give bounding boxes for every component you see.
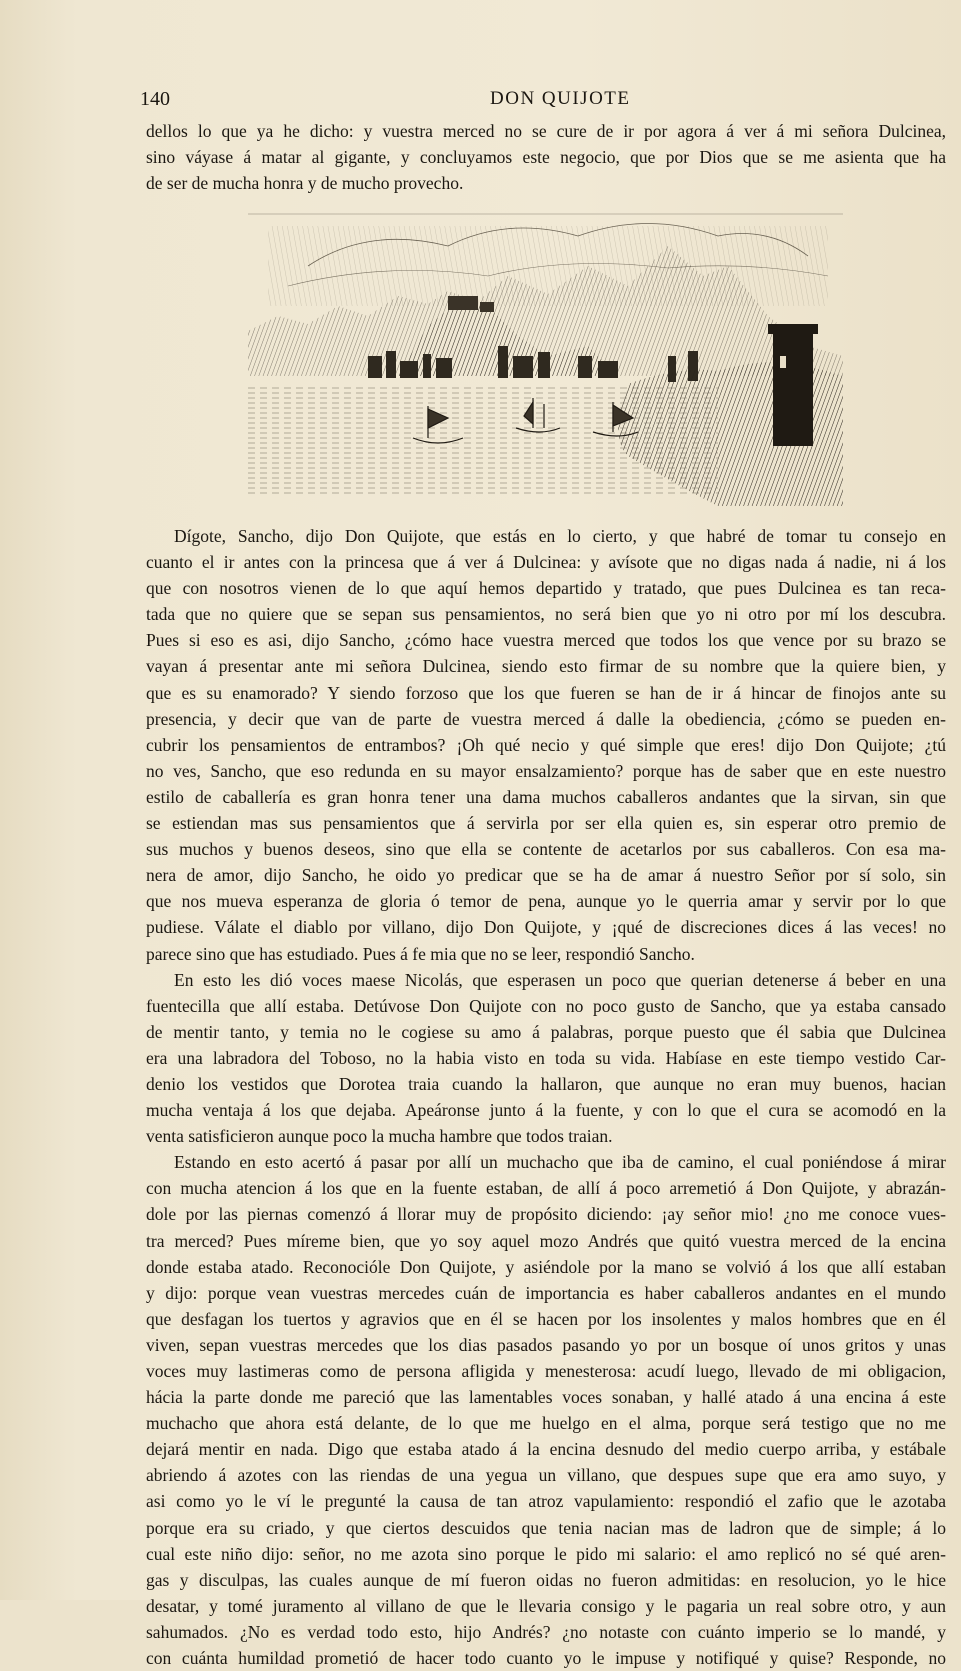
text-line: desatar, y tomé juramento al villano de que le llevaria consigo y le pagaria un real sobre otro, y aun [146, 1595, 946, 1616]
text-line: sino váyase á matar al gigante, y concluyamos este negocio, que por Dios que se me asienta que ha [146, 147, 946, 168]
text-line: asi como yo le ví le pregunté la causa de tan atroz vapulamiento: respondió el zafio que le azotaba [146, 1491, 946, 1512]
text-line: que nos mueva esperanza de gloria ó temor de pena, aunque yo le querria amar y servir por lo que [146, 891, 946, 912]
top-paragraph [146, 118, 946, 196]
text-line: En esto les dió voces maese Nicolás, que esperasen un poco que querian detenerse á beber en una [174, 969, 946, 990]
text-line: y dijo: porque vean vuestras mercedes cuán de importancia es haber caballeros andantes en el mundo [146, 1282, 946, 1303]
text-line: dole por las piernas comenzó á llorar muy de propósito diciendo: ¡ay señor mio! ¿no me conoce vues- [146, 1204, 946, 1225]
text-line: sus muchos y buenos deseos, sino que ella se contente de acetarlos por sus caballeros. Con esa ma- [146, 839, 946, 860]
running-title: DON QUIJOTE [490, 88, 631, 109]
text-line: sahumados. ¿No es verdad todo esto, hijo Andrés? ¿no notaste con cuánto imperio se lo mandé, y [146, 1621, 946, 1642]
text-line: muchacho que ahora está delante, de lo que me huelgo en el alma, porque será testigo que no me [146, 1413, 946, 1434]
main-text [146, 523, 946, 1671]
text-line: Estando en esto acertó á pasar por allí un muchacho que iba de camino, el cual poniéndose á mirar [174, 1152, 946, 1173]
harbor-town-engraving [248, 206, 843, 506]
text-line: de ser de mucha honra y de mucho provecho. [146, 173, 464, 194]
text-line: presencia, y decir que van de parte de vuestra merced á dalle la obediencia, ¿cómo se pueden en- [146, 708, 946, 729]
text-line: vayan á presentar ante mi señora Dulcinea, siendo esto firmar de su nombre que la quiere bien, y [146, 656, 946, 677]
text-line: venta satisficieron aunque poco la mucha hambre que todos traian. [146, 1126, 613, 1147]
text-line: dellos lo que ya he dicho: y vuestra merced no se cure de ir por agora á ver á mi señora Dulcinea, [146, 121, 946, 141]
page-header [140, 88, 940, 118]
text-line: con cuánta humildad prometió de hacer todo cuanto yo le impuse y notifiqué y quise? Responde, no [146, 1648, 946, 1669]
text-line: gas y disculpas, las cuales aunque de mí fueron oidas no fueron admitidas: en resolucion, yo le hice [146, 1569, 946, 1590]
text-line: donde estaba atado. Reconocióle Don Quijote, y asiéndole por la mano se volvió á los que allí estaban [146, 1256, 946, 1277]
text-line: fuentecilla que allí estaba. Detúvose Don Quijote con no poco gusto de Sancho, que ya estaba cansado [146, 995, 946, 1016]
text-line: hácia la parte donde me pareció que las lamentables voces sonaban, y hallé atado á una encina á este [146, 1387, 946, 1408]
text-line: que con nosotros vienen de lo que aquí hemos departido y tratado, que pues Dulcinea es tan reca- [146, 578, 946, 599]
text-line: porque era su criado, y que ciertos descuidos que tenia nacian mas de ladron que de simple; á lo [146, 1517, 946, 1538]
text-line: cubrir los pensamientos de entrambos? ¡Oh qué necio y qué simple que eres! dijo Don Quijote; ¿tú [146, 734, 946, 755]
text-line: con mucha atencion á los que en la fuente estaban, de allí á poco arremetió á Don Quijote, y abrazán- [146, 1178, 946, 1199]
text-line: pudiese. Válate el diablo por villano, dijo Don Quijote, y ¡qué de discreciones dices á las veces! no [146, 917, 946, 938]
text-line: que desfagan los tuertos y agravios que en él se hacen por los insolentes y malos hombres que en él [146, 1308, 946, 1329]
text-line: cual este niño dijo: señor, no me azota sino porque le pido mi salario: el amo replicó no sé qué aren- [146, 1543, 946, 1564]
text-line: Pues si eso es asi, dijo Sancho, ¿cómo hace vuestra merced que todos los que vence por su brazo se [146, 630, 946, 651]
text-line: estilo de caballería es gran honra tener una dama muchos caballeros andantes que la sirvan, sin que [146, 786, 946, 807]
text-line: Dígote, Sancho, dijo Don Quijote, que estás en lo cierto, y que habré de tomar tu consejo en [174, 526, 946, 546]
text-line: dejará mentir en nada. Digo que estaba atado á la encina desnudo del medio cuerpo arriba, y estábale [146, 1439, 946, 1460]
text-line: tra merced? Pues míreme bien, que yo soy aquel mozo Andrés que quitó vuestra merced de la encina [146, 1230, 946, 1251]
text-line: tada que no quiere que se sepan sus pensamientos, no será bien que yo ni otro por mí los descubra. [146, 604, 946, 625]
text-line: que es su enamorado? Y siendo forzoso que los que fueren se han de ir á hincar de finojos ante su [146, 682, 946, 703]
text-line: de mentir tanto, y temia no le cogiese su amo á palabras, porque puesto que él sabia que Dulcinea [146, 1021, 946, 1042]
engraving-illustration [248, 206, 843, 506]
text-line: no ves, Sancho, que eso redunda en su mayor ensalzamiento? porque has de saber que en este nuestro [146, 760, 946, 781]
text-line: cuanto el ir antes con la princesa que á ver á Dulcinea: y avísote que no digas nada á nadie, ni á los [146, 552, 946, 573]
text-line: era una labradora del Toboso, no la habia visto en toda su vida. Habíase en este tiempo vestido Car- [146, 1047, 946, 1068]
text-line: se estiendan mas sus pensamientos que á servirla por ser ella quien es, sin esperar otro premio de [146, 813, 946, 834]
text-line: nera de amor, dijo Sancho, he oido yo predicar que se ha de amar á nuestro Señor por sí solo, sin [146, 865, 946, 886]
text-line: denio los vestidos que Dorotea traia cuando la hallaron, que aunque no eran muy buenos, hacian [146, 1073, 946, 1094]
text-line: parece sino que has estudiado. Pues á fe mia que no se leer, respondió Sancho. [146, 943, 695, 964]
page-number: 140 [140, 88, 170, 110]
text-line: viven, sepan vuestras mercedes que los dias pasados pasando yo por un bosque oí unos gritos y unas [146, 1334, 946, 1355]
text-line: abriendo á azotes con las riendas de una yegua un villano, que despues supe que era amo suyo, y [146, 1465, 946, 1486]
text-line: mucha ventaja á los que dejaba. Apeáronse junto á la fuente, y con lo que el cura se acomodó en la [146, 1100, 946, 1121]
text-line: voces muy lastimeras como de persona afligida y menesterosa: acudí luego, llevado de mi obligacion, [146, 1361, 946, 1381]
